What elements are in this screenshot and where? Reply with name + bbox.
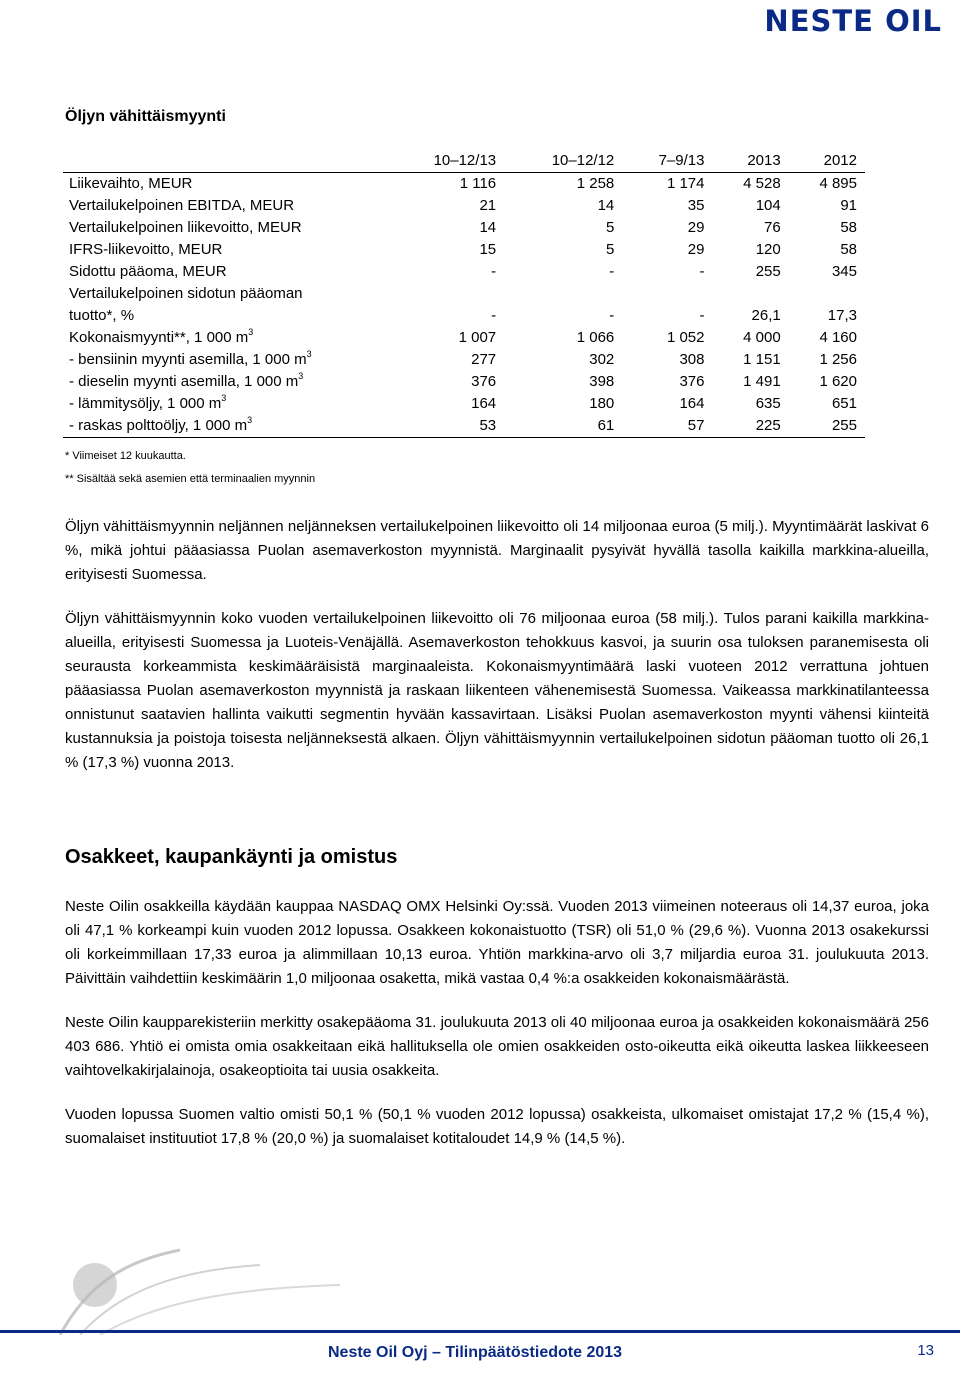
row-label-text: - dieselin myynti asemilla, 1 000 m [69, 373, 299, 390]
unit-superscript: 3 [306, 349, 312, 359]
table-cell: 58 [840, 219, 857, 236]
table-cell: 1 258 [576, 175, 615, 192]
deco-circle [73, 1263, 117, 1307]
paragraph: Öljyn vähittäismyynnin koko vuoden vertailukelpoinen liikevoitto oli 76 miljoonaa euroa (58 milj.). Tulos parani kaikilla markkina-alueilla, erityisesti Suomessa ja Luoteis-Venäjällä. Asemaverkoston tehokkuus kasvoi, ja suurin osa tuloksen paranemisesta oli seurausta korkeammista keskimääräisistä marginaaleista. Kokonaismyyntimäärä laski vuoteen 2012 verrattuna johtuen pääasiassa Puolan asemaverkoston myynnistä ja raskaan liikenteen vähenemisestä Suomessa. Vaikeassa markkinatilanteessa onnistunut saatavien hallinta vaikutti segmentin hyvään kassavirtaan. Lisäksi Puolan asemaverkoston myynti vähensi kiinteitä kustannuksia ja poistoja toisesta neljänneksestä alkaen. Öljyn vähittäismyynnin vertailukelpoinen sidotun pääoman tuotto oli 26,1 % (17,3 %) vuonna 2013. [65, 610, 929, 771]
col-header: 10–12/12 [551, 152, 615, 169]
table-cell: 635 [755, 395, 781, 412]
table-cell: 1 151 [743, 351, 781, 368]
table-cell: 302 [589, 351, 615, 368]
table-row [63, 283, 865, 305]
table-cell: 17,3 [827, 307, 857, 324]
table-cell: 26,1 [751, 307, 781, 324]
col-header: 2012 [823, 152, 857, 169]
paragraph: Öljyn vähittäismyynnin neljännen neljänneksen vertailukelpoinen liikevoitto oli 14 miljoonaa euroa (5 milj.). Myyntimäärät laskivat 6 %, mikä johtui pääasiassa Puolan asemaverkoston myynnistä. Marginaalit pysyivät hyvällä tasolla kaikilla markkina-alueilla, erityisesti Suomessa. [65, 518, 929, 583]
table-cell: 4 160 [819, 329, 857, 346]
table-cell: 398 [589, 373, 615, 390]
section-title: Öljyn vähittäismyynti [65, 108, 226, 125]
table-cell: 164 [679, 395, 705, 412]
shares-heading: Osakkeet, kaupankäynti ja omistus [65, 846, 398, 868]
table-cell: 180 [589, 395, 615, 412]
financial-table [63, 150, 865, 438]
retail-body [65, 515, 929, 795]
table-cell: 1 174 [666, 175, 705, 192]
table-cell: 4 528 [743, 175, 781, 192]
table-cell: 1 052 [666, 329, 705, 346]
table-cell: 376 [471, 373, 497, 390]
row-label [63, 327, 386, 349]
table-cell: 53 [479, 417, 497, 434]
table-cell: 5 [605, 241, 615, 258]
col-header: 2013 [747, 152, 781, 169]
table-cell: 1 491 [743, 373, 781, 390]
row-label-text: Vertailukelpoinen sidotun pääoman [69, 285, 303, 302]
unit-superscript: 3 [248, 327, 254, 337]
unit-superscript: 3 [298, 371, 304, 381]
table-row [63, 393, 865, 415]
table-cell: 5 [605, 219, 615, 236]
table-cell: 61 [597, 417, 615, 434]
table-row [63, 349, 865, 371]
table-row [63, 217, 865, 239]
row-label-text: tuotto*, % [69, 307, 135, 324]
table-row [63, 305, 865, 327]
table-cell: - [609, 263, 615, 280]
table-cell: 1 007 [458, 329, 497, 346]
table-row [63, 195, 865, 217]
table-cell: - [699, 307, 705, 324]
table-row [63, 371, 865, 393]
table-cell [712, 283, 788, 305]
table-cell: 58 [840, 241, 857, 258]
table-row [63, 261, 865, 283]
footer-title: Neste Oil Oyj – Tilinpäätöstiedote 2013 [328, 1344, 623, 1361]
table-cell: 15 [479, 241, 497, 258]
table-header-row [63, 150, 865, 173]
page-number: 13 [917, 1342, 934, 1359]
table-cell: 1 116 [459, 175, 497, 192]
table-row [63, 173, 865, 196]
brand-logo: NESTE OIL [764, 4, 942, 38]
row-label-text: Vertailukelpoinen EBITDA, MEUR [69, 197, 295, 214]
unit-superscript: 3 [247, 415, 253, 425]
table-cell: - [491, 263, 497, 280]
table-cell: 14 [597, 197, 615, 214]
row-label-text: - bensiinin myynti asemilla, 1 000 m [69, 351, 307, 368]
row-label [63, 349, 386, 371]
table-cell: 57 [687, 417, 705, 434]
table-cell: 308 [679, 351, 705, 368]
row-label [63, 283, 386, 305]
table-cell: - [699, 263, 705, 280]
table-cell: 76 [764, 219, 781, 236]
table-cell [789, 283, 865, 305]
table-cell: 376 [679, 373, 705, 390]
table-row [63, 327, 865, 349]
paragraph: Vuoden lopussa Suomen valtio omisti 50,1 % (50,1 % vuoden 2012 lopussa) osakkeista, ulkomaiset omistajat 17,2 % (15,4 %), suomalaiset instituutiot 17,8 % (20,0 %) ja suomalaiset kotitaloudet 14,9 % (14,5 %). [65, 1106, 929, 1147]
table-cell: 225 [755, 417, 781, 434]
table-cell: 120 [755, 241, 781, 258]
row-label [63, 415, 386, 438]
table-cell: 29 [687, 219, 705, 236]
table-cell [504, 283, 622, 305]
footnote: ** Sisältää sekä asemien että terminaalien myynnin [65, 473, 316, 485]
table-cell: - [609, 307, 615, 324]
table-cell: 4 000 [743, 329, 781, 346]
col-header: 7–9/13 [658, 152, 705, 169]
paragraph: Neste Oilin osakkeilla käydään kauppaa NASDAQ OMX Helsinki Oy:ssä. Vuoden 2013 viimeinen noteeraus oli 14,37 euroa, joka oli 47,1 % korkeampi kuin vuoden 2012 lopussa. Osakkeen kokonaistuotto (TSR) oli 51,0 % (29,6 %). Vuonna 2013 osakekurssi oli korkeimmillaan 17,33 euroa ja alimmillaan 10,13 euroa. Yhtiön markkina-arvo oli 3,7 miljardia euroa 31. joulukuuta 2013. Päivittäin vaihdettiin keskimäärin 1,0 miljoonaa osaketta, mikä vastaa 0,4 %:a osakkeiden kokonaismäärästä. [65, 898, 929, 987]
col-header: 10–12/13 [433, 152, 497, 169]
row-label [63, 217, 386, 239]
table-cell: 91 [840, 197, 857, 214]
table-cell: - [491, 307, 497, 324]
table-cell: 1 066 [576, 329, 615, 346]
table-cell: 29 [687, 241, 705, 258]
table-row [63, 415, 865, 438]
table-cell: 345 [831, 263, 857, 280]
row-label-text: Sidottu pääoma, MEUR [69, 263, 227, 280]
row-label-text: Vertailukelpoinen liikevoitto, MEUR [69, 219, 302, 236]
row-label [63, 393, 386, 415]
row-label [63, 195, 386, 217]
row-label-text: IFRS-liikevoitto, MEUR [69, 241, 223, 258]
table-cell: 651 [831, 395, 857, 412]
paragraph: Neste Oilin kaupparekisteriin merkitty osakepääoma 31. joulukuuta 2013 oli 40 miljoonaa euroa ja osakkeiden kokonaismäärä 256 403 686. Yhtiö ei omista omia osakkeitaan eikä hallituksella ole omien osakkeiden osto-oikeutta eikä oikeutta laskea liikkeeseen vaihtovelkakirjalainoja, osakeoptioita tai uusia osakkeita. [65, 1014, 929, 1079]
footnotes [65, 450, 315, 496]
row-label-text: Kokonaismyynti**, 1 000 m [69, 329, 249, 346]
table-cell: 164 [471, 395, 497, 412]
row-label [63, 371, 386, 393]
row-label [63, 173, 386, 196]
row-label [63, 261, 386, 283]
table-cell: 35 [687, 197, 705, 214]
table-cell: 14 [479, 219, 497, 236]
footnote: * Viimeiset 12 kuukautta. [65, 450, 186, 462]
row-label [63, 239, 386, 261]
table-cell [386, 283, 504, 305]
row-label-text: - raskas polttoöljy, 1 000 m [69, 417, 248, 434]
table-row [63, 239, 865, 261]
footer-rule [0, 1330, 960, 1333]
table-cell: 1 620 [819, 373, 857, 390]
unit-superscript: 3 [221, 393, 227, 403]
table-cell: 21 [479, 197, 497, 214]
table-cell: 255 [831, 417, 857, 434]
table-cell: 104 [755, 197, 781, 214]
row-label [63, 305, 386, 327]
table-cell [622, 283, 712, 305]
decorative-curves [0, 1240, 960, 1335]
table-cell: 277 [471, 351, 497, 368]
table-cell: 4 895 [819, 175, 857, 192]
table-cell: 255 [755, 263, 781, 280]
shares-body [65, 895, 929, 1171]
table-cell: 1 256 [819, 351, 857, 368]
row-label-text: Liikevaihto, MEUR [69, 175, 193, 192]
row-label-text: - lämmitysöljy, 1 000 m [69, 395, 222, 412]
